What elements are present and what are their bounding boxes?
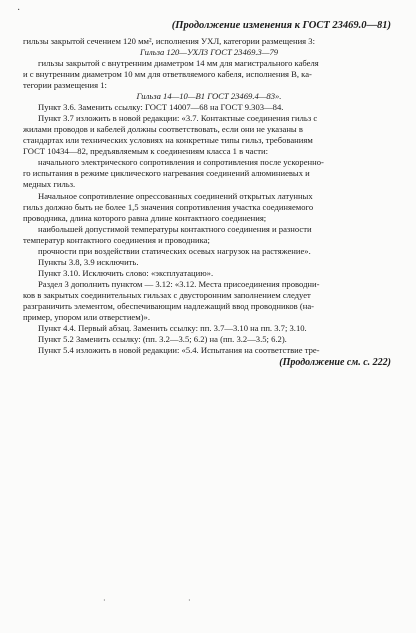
text-line: гильзы закрытой сечением 120 мм², исполнения УХЛ, категории размещения 3: [23, 36, 315, 46]
page-header: (Продолжение изменения к ГОСТ 23469.0—81) [171, 20, 391, 31]
page-speck: · [17, 5, 21, 16]
text-line: Раздел 3 дополнить пунктом — 3.12: «3.12. Места присоединения проводни- [38, 279, 320, 289]
text-line: Пункт 5.2 Заменить ссылку: (пп. 3.2—3.5; 6.2) на (пп. 3.2—3.5; 6.2). [38, 334, 287, 344]
text-line: температур контактного соединения и проводника; [23, 235, 210, 245]
text-line: пример, упором или отверстием)». [23, 312, 150, 322]
text-line: Пункт 4.4. Первый абзац. Заменить ссылку: пп. 3.7—3.10 на пп. 3.7; 3.10. [38, 323, 307, 333]
text-line: наибольшей допустимой температуры контактного соединения и разности [38, 224, 312, 234]
text-line: ГОСТ 10434—82, предъявляемым к соединениям класса 1 в части: [23, 146, 269, 156]
text-line: и с внутренним диаметром 10 мм для ответвляемого кабеля, исполнения В, ка- [23, 69, 312, 79]
text-line: Пункт 5.4 изложить в новой редакции: «5.4. Испытания на соответствие тре- [38, 345, 320, 355]
text-line: стандартах или технических условиях на конкретные типы гильз, требованиям [23, 135, 313, 145]
text-line: го испытания в режиме циклического нагревания соединений алюминиевых и [23, 168, 310, 178]
text-line: проводника, длина которого равна длине контактного соединения; [23, 213, 267, 223]
text-line-italic: Гильза 120—УХЛ3 ГОСТ 23469.3—79 [139, 47, 279, 57]
text-line: начального электрического сопротивления и сопротивления после ускоренно- [38, 157, 324, 167]
text-line: ков в закрытых соединительных гильзах с двусторонним заполнением следует [23, 290, 311, 300]
page-speck: · [188, 596, 191, 605]
continuation-note: (Продолжение см. с. 222) [279, 358, 391, 368]
page-speck: · [103, 596, 106, 605]
text-line: Пункт 3.6. Заменить ссылку: ГОСТ 14007—68 на ГОСТ 9.303—84. [38, 102, 284, 112]
text-line: разграничить элементом, обеспечивающим надлежащий ввод проводников (на- [23, 301, 315, 311]
text-line: медных гильз. [23, 179, 76, 189]
text-line: Пункт 3.10. Исключить слово: «эксплуатацию». [38, 268, 214, 278]
text-line: гильз должно быть не более 1,5 значения сопротивления участка соединяемого [23, 202, 314, 212]
text-line: тегории размещения 1: [23, 80, 107, 90]
text-line: гильзы закрытой с внутренним диаметром 14 мм для магистрального кабеля [38, 58, 319, 68]
text-line: Пункт 3.7 изложить в новой редакции: «3.7. Контактные соединения гильз с [38, 113, 318, 123]
text-line: Пункты 3.8, 3.9 исключить. [38, 257, 139, 267]
text-line-italic: Гильза 14—10—В1 ГОСТ 23469.4—83». [136, 91, 282, 101]
text-line: жилами проводов и кабелей должны соответствовать, если они не указаны в [23, 124, 303, 134]
text-line: Начальное сопротивление опрессованных соединений открытых латунных [38, 191, 313, 201]
text-line: прочности при воздействии статических осевых нагрузок на растяжение». [38, 246, 311, 256]
